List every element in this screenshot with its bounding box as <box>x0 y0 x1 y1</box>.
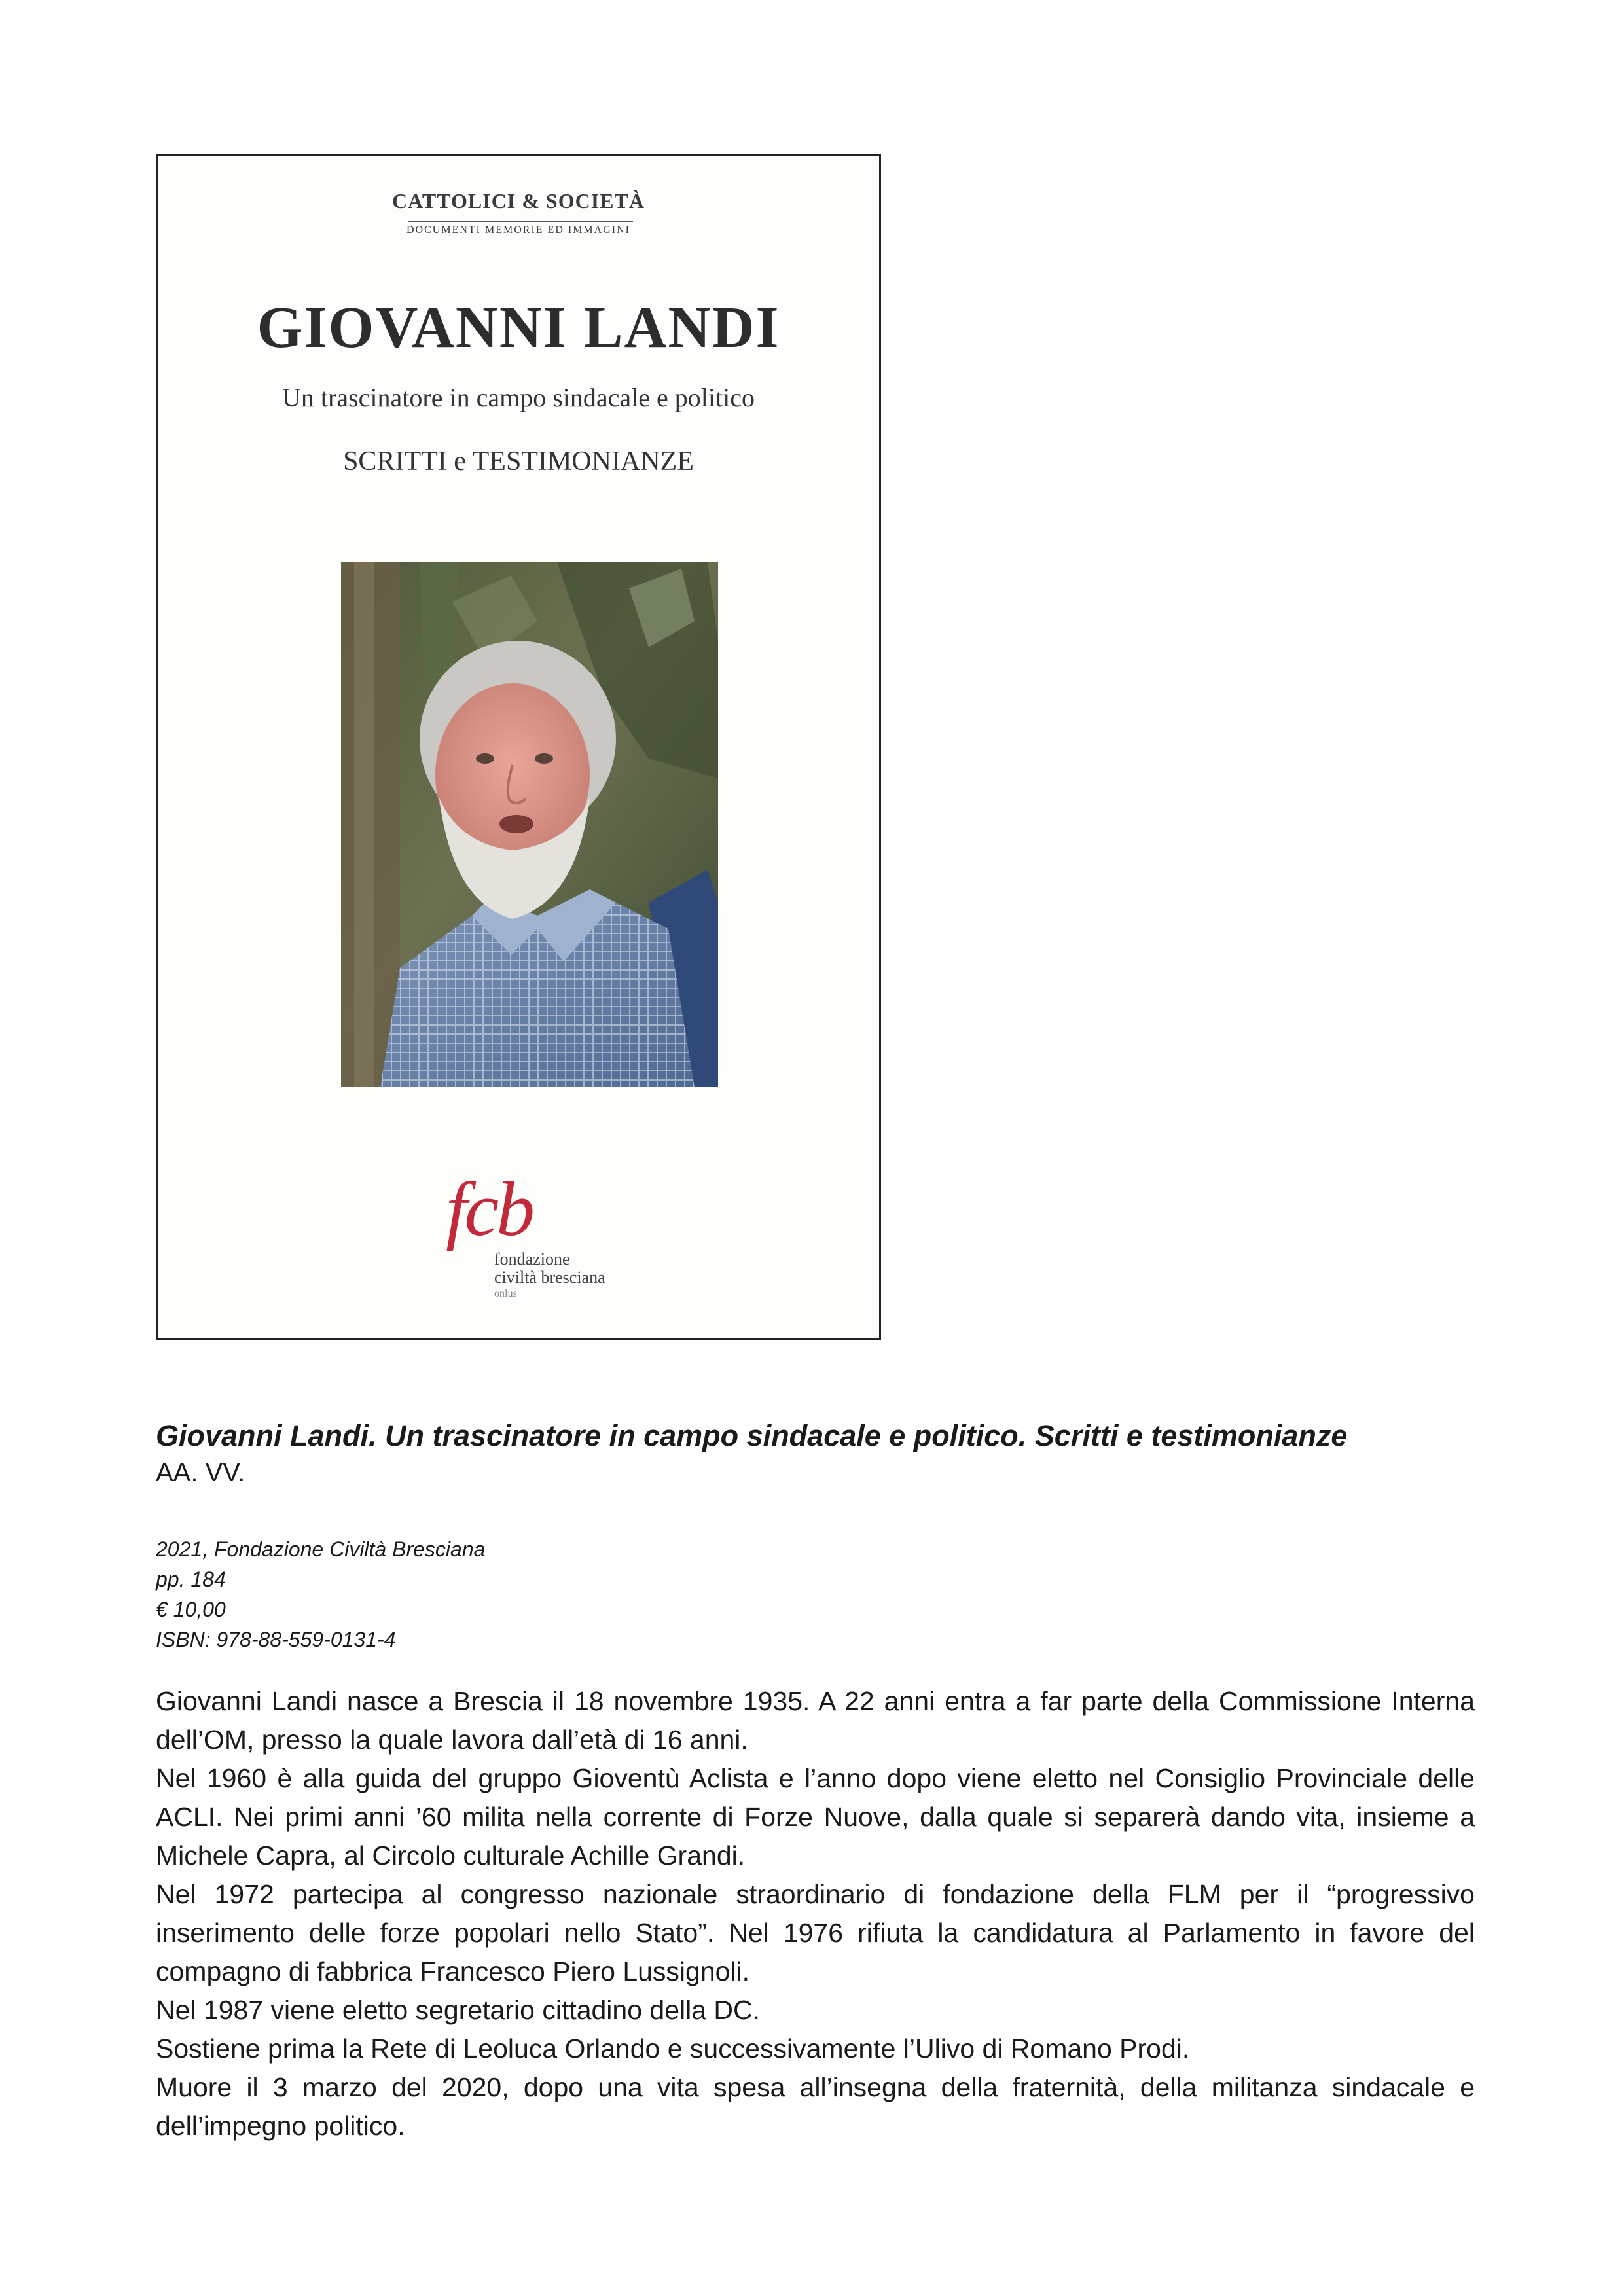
bio-paragraph-3: Nel 1972 partecipa al congresso nazionale straordinario di fondazione della FLM per il “progressivo inserimento delle forze popolari nello Stato”. Nel 1976 rifiuta la candidatura al Parlamento in favore del compagno di fabbrica Francesco Piero Lussignoli. <box>156 1879 1475 1986</box>
bio-paragraph-5: Sostiene prima la Rete di Leoluca Orlando e successivamente l’Ulivo di Romano Prodi. <box>156 2034 1190 2064</box>
series-title: CATTOLICI & SOCIETÀ <box>392 189 645 213</box>
series-divider <box>408 221 633 222</box>
publisher-logo-line2: civiltà bresciana <box>494 1268 605 1287</box>
portrait-photo <box>341 562 718 1087</box>
bio-paragraph-4: Nel 1987 viene eletto segretario cittadino della DC. <box>156 1995 761 2025</box>
book-title: Giovanni Landi. Un trascinatore in campo sindacale e politico. Scritti e testimonianze <box>156 1419 1348 1452</box>
book-cover <box>156 154 881 1340</box>
publisher-logo-line3: onlus <box>494 1288 517 1299</box>
bio-paragraph-6: Muore il 3 marzo del 2020, dopo una vita spesa all’insegna della fraternità, della militanza sindacale e dell’impegno politico. <box>156 2072 1475 2141</box>
cover-subtitle: Un trascinatore in campo sindacale e politico <box>282 383 755 412</box>
book-pages: pp. 184 <box>156 1568 226 1591</box>
book-year-publisher: 2021, Fondazione Civiltà Bresciana <box>156 1537 486 1561</box>
book-authors: AA. VV. <box>156 1458 245 1487</box>
publisher-logo-mark: fcb <box>446 1166 533 1252</box>
book-metadata <box>156 1534 485 1655</box>
biography <box>156 1682 1475 2145</box>
publisher-logo-line1: fondazione <box>494 1249 570 1268</box>
bio-paragraph-1: Giovanni Landi nasce a Brescia il 18 novembre 1935. A 22 anni entra a far parte della Commissione Interna dell’OM, presso la quale lavora dall’età di 16 anni. <box>156 1686 1475 1755</box>
cover-subtitle-2: SCRITTI e TESTIMONIANZE <box>343 446 694 476</box>
publisher-logo <box>446 1166 636 1302</box>
cover-title: GIOVANNI LANDI <box>257 295 780 360</box>
series-subtitle: DOCUMENTI MEMORIE ED IMMAGINI <box>406 224 630 236</box>
book-price: € 10,00 <box>156 1598 226 1621</box>
bio-paragraph-2: Nel 1960 è alla guida del gruppo Gioventù Aclista e l’anno dopo viene eletto nel Consiglio Provinciale delle ACLI. Nei primi anni ’60 milita nella corrente di Forze Nuove, dalla quale si separerà dando vita, insieme a Michele Capra, al Circolo culturale Achille Grandi. <box>156 1763 1475 1871</box>
book-isbn: ISBN: 978-88-559-0131-4 <box>156 1628 396 1651</box>
